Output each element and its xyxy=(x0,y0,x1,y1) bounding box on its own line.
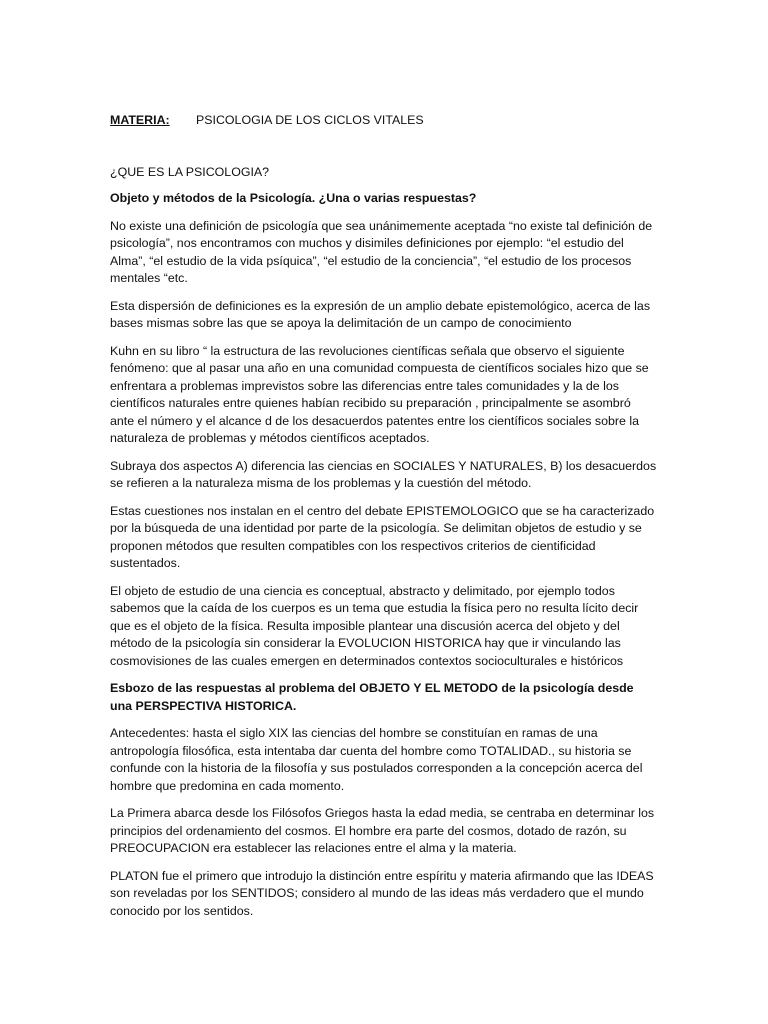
paragraph: Esta dispersión de definiciones es la expresión de un amplio debate epistemológico, acerca de las bases mismas sobre las que se apoya la delimitación de un campo de conocimiento xyxy=(110,298,651,330)
paragraph: PLATON fue el primero que introdujo la distinción entre espíritu y materia afirmando que las IDEAS son reveladas por los SENTIDOS; considero al mundo de las ideas más verdadero que el mundo conocido por los sentidos. xyxy=(110,868,654,918)
section-heading-perspectiva-historica: Esbozo de las respuestas al problema del OBJETO Y EL METODO de la psicología desde una PERSPECTIVA HISTORICA. xyxy=(110,681,634,713)
paragraph: Estas cuestiones nos instalan en el centro del debate EPISTEMOLOGICO que se ha caracterizado por la búsqueda de una identidad por parte de la psicología. Se delimitan objetos de estudio y se proponen métodos que resulten compatibles con los respectivos criterios de cientificidad sustentados. xyxy=(110,503,655,570)
document-page xyxy=(110,112,658,930)
paragraph: El objeto de estudio de una ciencia es conceptual, abstracto y delimitado, por ejemplo todos sabemos que la caída de los cuerpos es un tema que estudia la física pero no resulta lícito decir que es el objeto de la física. Resulta imposible plantear una discusión acerca del objeto y del método de la psicología sin considerar la EVOLUCION HISTORICA hay que ir vinculando las cosmovisiones de las cuales emergen en determinados contextos socioculturales e históricos xyxy=(110,583,639,668)
materia-label: MATERIA: xyxy=(110,113,170,127)
document-header xyxy=(110,112,658,130)
paragraph: No existe una definición de psicología que sea unánimemente aceptada “no existe tal definición de psicología”, nos encontramos con muchos y disimiles definiciones por ejemplo: “el estudio del Alma”, “el estudio de la vida psíquica”, “el estudio de la conciencia”, “el estudio de los procesos mentales “etc. xyxy=(110,218,653,285)
paragraph: Antecedentes: hasta el siglo XIX las ciencias del hombre se constituían en ramas de una antropología filosófica, esta intentaba dar cuenta del hombre como TOTALIDAD., su historia se confunde con la historia de la filosofía y sus postulados corresponden a la concepción acerca del hombre que predomina en cada momento. xyxy=(110,726,643,793)
materia-subject: PSICOLOGIA DE LOS CICLOS VITALES xyxy=(196,113,424,127)
question-title: ¿QUE ES LA PSICOLOGIA? xyxy=(110,164,270,179)
paragraph: Subraya dos aspectos A) diferencia las ciencias en SOCIALES Y NATURALES, B) los desacuerdos se refieren a la naturaleza misma de los problemas y la cuestión del método. xyxy=(110,458,657,490)
section-heading-objeto-metodos: Objeto y métodos de la Psicología. ¿Una o varias respuestas? xyxy=(110,191,477,205)
paragraph: La Primera abarca desde los Filósofos Griegos hasta la edad media, se centraba en determinar los principios del ordenamiento del cosmos. El hombre era parte del cosmos, dotado de razón, su PREOCUPACION era establecer las relaciones entre el alma y la materia. xyxy=(110,806,655,855)
paragraph: Kuhn en su libro “ la estructura de las revoluciones científicas señala que observo el siguiente fenómeno: que al pasar una año en una comunidad compuesta de científicos sociales hizo que se enfrentara a problemas imprevistos sobre las diferencias entre tales comunidades y la de los científicos naturales entre quienes habían recibido su preparación , principalmente se asombró ante el número y el alcance d de los desacuerdos patentes entre los científicos sociales sobre la naturaleza de problemas y métodos científicos aceptados. xyxy=(110,343,649,445)
